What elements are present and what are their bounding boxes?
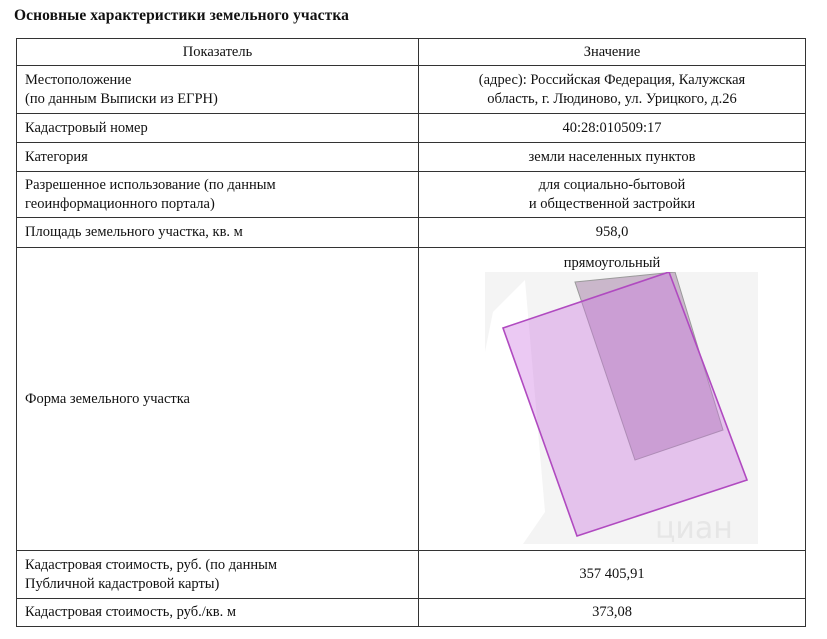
label-line: Кадастровая стоимость, руб. (по данным <box>25 556 278 573</box>
column-header-value: Значение <box>419 39 806 66</box>
row-label <box>17 172 419 218</box>
value-line: (адрес): Российская Федерация, Калужская <box>478 71 746 88</box>
label-line: (по данным Выписки из ЕГРН) <box>25 90 218 107</box>
row-value: 40:28:010509:17 <box>419 114 806 143</box>
table-row <box>17 172 806 218</box>
row-value <box>419 66 806 114</box>
row-label: Категория <box>17 143 419 172</box>
table-row <box>17 599 806 627</box>
row-value: 357 405,91 <box>419 551 806 599</box>
table-row <box>17 114 806 143</box>
label-line: Местоположение <box>25 71 132 88</box>
row-label: Кадастровый номер <box>17 114 419 143</box>
row-value: земли населенных пунктов <box>419 143 806 172</box>
row-label: Площадь земельного участка, кв. м <box>17 218 419 248</box>
row-label: Форма земельного участка <box>17 248 419 551</box>
row-value <box>419 248 806 551</box>
document-title: Основные характеристики земельного участка <box>14 7 349 24</box>
row-value: 373,08 <box>419 599 806 627</box>
watermark-text: циан <box>655 511 733 544</box>
row-label: Кадастровая стоимость, руб./кв. м <box>17 599 419 627</box>
row-label <box>17 551 419 599</box>
table-row <box>17 218 806 248</box>
table-row <box>17 551 806 599</box>
label-line: геоинформационного портала) <box>25 195 215 212</box>
table-row <box>17 143 806 172</box>
parcel-map-image <box>485 272 758 544</box>
label-line: Разрешенное использование (по данным <box>25 176 276 193</box>
column-header-indicator: Показатель <box>17 39 419 66</box>
value-line: область, г. Людиново, ул. Урицкого, д.26 <box>487 90 737 107</box>
table-header-row <box>17 39 806 66</box>
row-value: 958,0 <box>419 218 806 248</box>
shape-value: прямоугольный <box>563 255 661 271</box>
row-label <box>17 66 419 114</box>
value-line: и общественной застройки <box>528 195 696 212</box>
row-value <box>419 172 806 218</box>
value-line: для социально-бытовой <box>538 176 686 193</box>
table-row <box>17 248 806 551</box>
label-line: Публичной кадастровой карты) <box>25 575 220 592</box>
characteristics-table <box>16 38 806 627</box>
table-row <box>17 66 806 114</box>
